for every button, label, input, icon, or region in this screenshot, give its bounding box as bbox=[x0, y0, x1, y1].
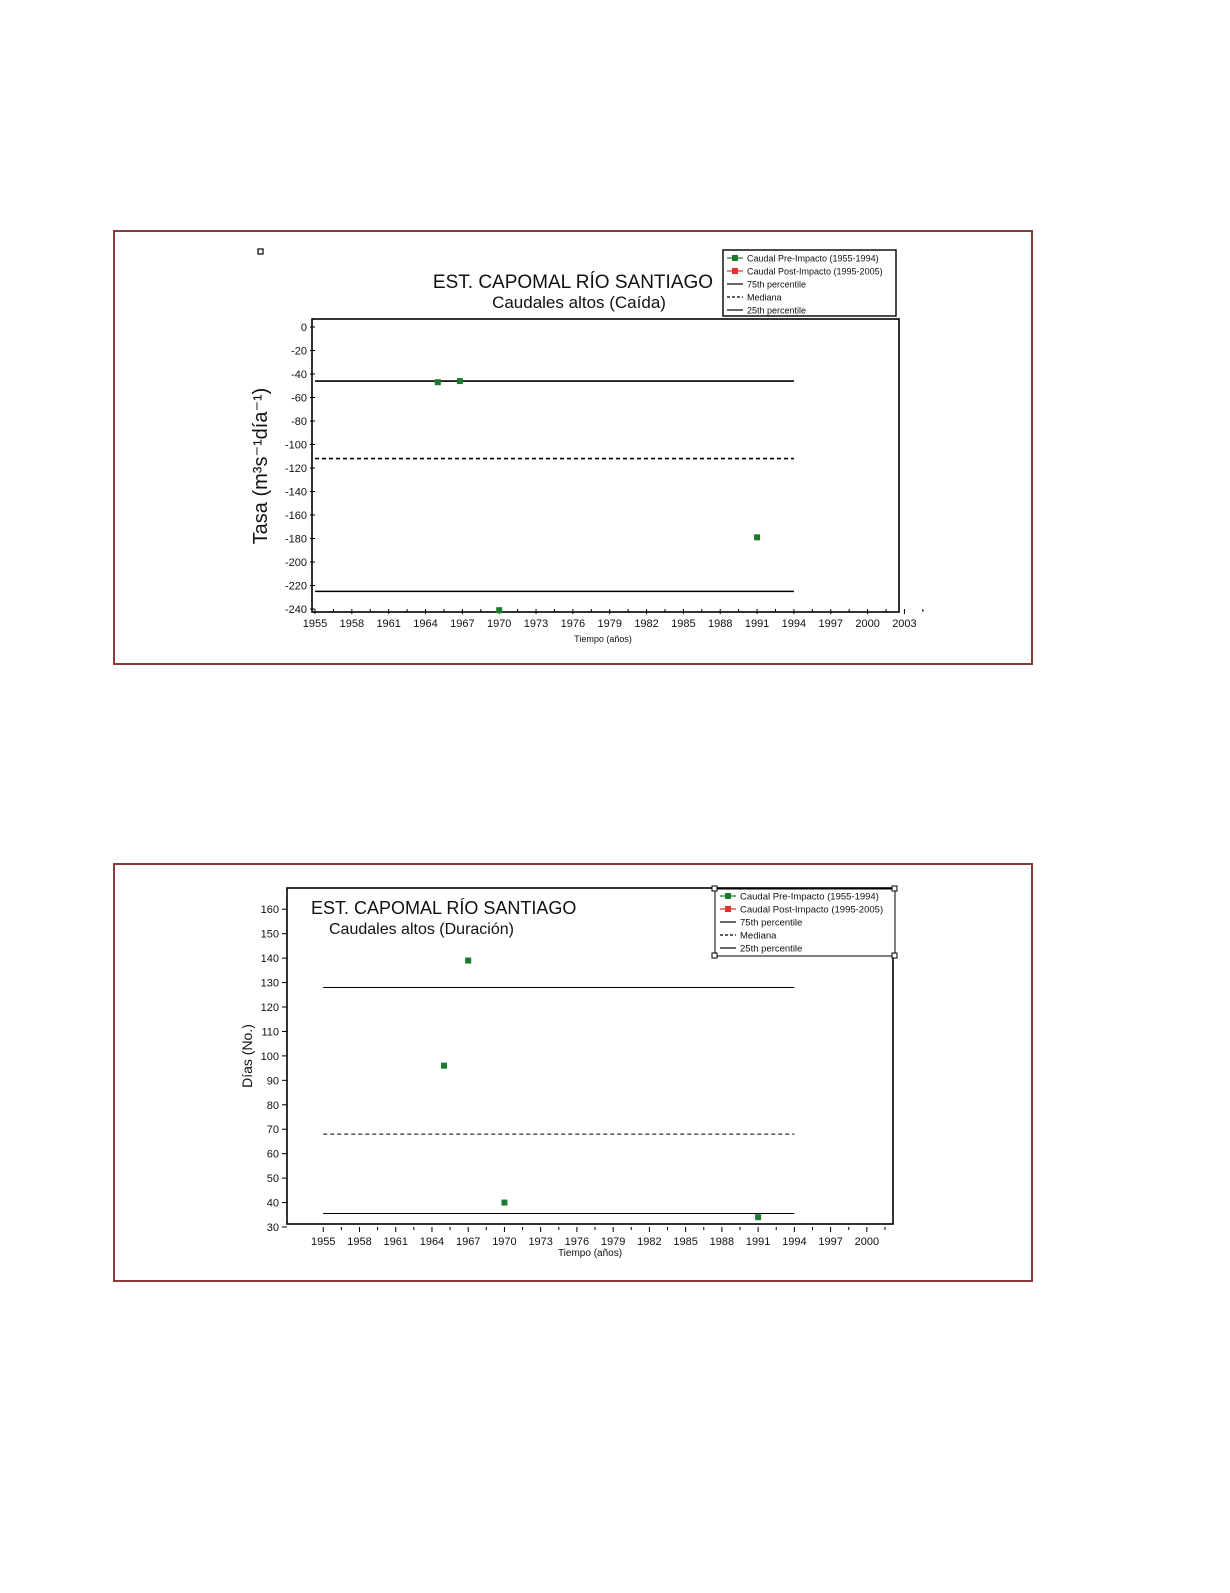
y-tick-label: -40 bbox=[291, 369, 307, 381]
data-point bbox=[754, 534, 760, 540]
legend-label: Mediana bbox=[740, 930, 777, 942]
data-point bbox=[435, 379, 441, 385]
resize-handle[interactable] bbox=[892, 953, 897, 958]
chart-frame-duracion bbox=[113, 863, 1033, 1282]
legend-marker bbox=[725, 906, 731, 912]
y-tick-label: 130 bbox=[260, 977, 279, 990]
x-tick-label: 1976 bbox=[560, 618, 586, 630]
x-tick-label: 1958 bbox=[347, 1236, 372, 1248]
x-tick-label: 1967 bbox=[455, 1236, 481, 1248]
x-tick-label: 1979 bbox=[597, 618, 622, 630]
y-tick-label: 160 bbox=[260, 904, 279, 917]
chart-title: EST. CAPOMAL RÍO SANTIAGO bbox=[311, 898, 577, 918]
chart-title: EST. CAPOMAL RÍO SANTIAGO bbox=[432, 272, 714, 293]
y-axis-label: Días (No.) bbox=[239, 1024, 255, 1088]
y-tick-label: -200 bbox=[284, 557, 307, 569]
x-tick-label: 1961 bbox=[376, 618, 401, 630]
x-tick-label: 1994 bbox=[781, 618, 807, 630]
data-point bbox=[496, 607, 502, 613]
x-axis-label: Tiempo (años) bbox=[557, 1248, 623, 1259]
y-tick-label: -220 bbox=[284, 580, 307, 593]
x-axis-label: Tiempo (años) bbox=[574, 634, 632, 644]
x-tick-label: 1991 bbox=[745, 1236, 771, 1248]
x-tick-label: 1958 bbox=[339, 618, 365, 630]
legend-marker bbox=[732, 268, 738, 274]
x-tick-label: 1955 bbox=[310, 1236, 336, 1248]
x-tick-label: 1961 bbox=[383, 1236, 408, 1248]
x-tick-label: 1964 bbox=[413, 618, 438, 630]
x-tick-label: 1988 bbox=[709, 1236, 735, 1248]
resize-handle[interactable] bbox=[892, 886, 897, 891]
y-tick-label: -240 bbox=[284, 604, 307, 616]
legend-label: 25th percentile bbox=[747, 305, 807, 316]
y-tick-label: -180 bbox=[284, 533, 307, 546]
x-tick-label: 1976 bbox=[564, 1236, 590, 1248]
y-tick-label: 150 bbox=[260, 928, 279, 941]
x-tick-label: 1988 bbox=[707, 618, 733, 630]
y-tick-label: -160 bbox=[284, 510, 307, 522]
y-tick-label: -120 bbox=[284, 463, 307, 475]
data-point bbox=[755, 1214, 761, 1220]
y-tick-label: 140 bbox=[260, 953, 279, 966]
y-tick-label: 70 bbox=[266, 1124, 279, 1137]
y-tick-label: -140 bbox=[284, 486, 307, 499]
chart-subtitle: Caudales altos (Caída) bbox=[492, 293, 666, 312]
legend-label: 75th percentile bbox=[740, 917, 803, 929]
chart-frame-caida bbox=[113, 230, 1033, 665]
x-tick-label: 1955 bbox=[302, 618, 328, 630]
x-tick-label: 1997 bbox=[818, 618, 844, 630]
legend-label: Caudal Pre-Impacto (1955-1994) bbox=[740, 891, 879, 903]
chart-caida bbox=[115, 232, 1031, 663]
plot-area bbox=[312, 319, 899, 612]
resize-handle[interactable] bbox=[712, 953, 717, 958]
y-tick-label: 90 bbox=[266, 1075, 279, 1088]
x-tick-label: 1982 bbox=[637, 1236, 662, 1248]
x-tick-label: 1973 bbox=[523, 618, 549, 630]
y-tick-label: 50 bbox=[266, 1173, 279, 1186]
resize-handle[interactable] bbox=[712, 886, 717, 891]
chart-duracion bbox=[115, 865, 1031, 1280]
data-point bbox=[457, 378, 463, 384]
y-tick-label: 80 bbox=[266, 1099, 279, 1112]
y-axis-label: Tasa (m³s⁻¹día⁻¹) bbox=[250, 387, 272, 545]
legend-label: 25th percentile bbox=[740, 943, 803, 955]
x-tick-label: 1982 bbox=[634, 618, 659, 630]
x-tick-label: 2000 bbox=[855, 618, 880, 630]
legend bbox=[712, 886, 897, 958]
x-tick-label: 1979 bbox=[600, 1236, 626, 1248]
x-tick-label: 1970 bbox=[492, 1236, 517, 1248]
y-tick-label: 0 bbox=[300, 322, 307, 334]
legend-label: 75th percentile bbox=[747, 279, 807, 290]
small-marker-square bbox=[258, 249, 263, 254]
legend-label: Caudal Pre-Impacto (1955-1994) bbox=[747, 253, 879, 264]
x-tick-label: 1985 bbox=[671, 618, 696, 630]
legend-label: Mediana bbox=[747, 292, 782, 303]
x-tick-label: 1970 bbox=[486, 618, 512, 630]
y-tick-label: -100 bbox=[284, 439, 307, 452]
legend-marker bbox=[732, 255, 738, 261]
y-tick-label: 60 bbox=[266, 1148, 279, 1161]
x-tick-label: 1985 bbox=[673, 1236, 698, 1248]
x-tick-label: 2003 bbox=[892, 618, 917, 630]
x-tick-label: 1967 bbox=[450, 618, 475, 630]
data-point bbox=[501, 1200, 507, 1206]
y-tick-label: -60 bbox=[291, 392, 307, 405]
legend bbox=[723, 250, 896, 316]
data-point bbox=[465, 958, 471, 964]
data-point bbox=[441, 1063, 447, 1069]
legend-marker bbox=[725, 893, 731, 899]
y-tick-label: 110 bbox=[261, 1026, 279, 1039]
y-tick-label: 40 bbox=[266, 1197, 279, 1210]
x-tick-label: 1994 bbox=[782, 1236, 807, 1248]
y-tick-label: -20 bbox=[291, 345, 307, 358]
y-tick-label: 30 bbox=[266, 1222, 279, 1234]
y-tick-label: 100 bbox=[260, 1050, 279, 1063]
x-tick-label: 1997 bbox=[818, 1236, 843, 1248]
x-tick-label: 2000 bbox=[854, 1236, 880, 1248]
y-tick-label: 120 bbox=[260, 1002, 279, 1014]
x-tick-label: 1973 bbox=[528, 1236, 553, 1248]
y-tick-label: -80 bbox=[291, 416, 307, 428]
x-tick-label: 1991 bbox=[744, 618, 770, 630]
x-tick-label: 1964 bbox=[419, 1236, 445, 1248]
legend-label: Caudal Post-Impacto (1995-2005) bbox=[740, 904, 884, 916]
legend-label: Caudal Post-Impacto (1995-2005) bbox=[747, 266, 883, 277]
chart-subtitle: Caudales altos (Duración) bbox=[329, 921, 514, 938]
